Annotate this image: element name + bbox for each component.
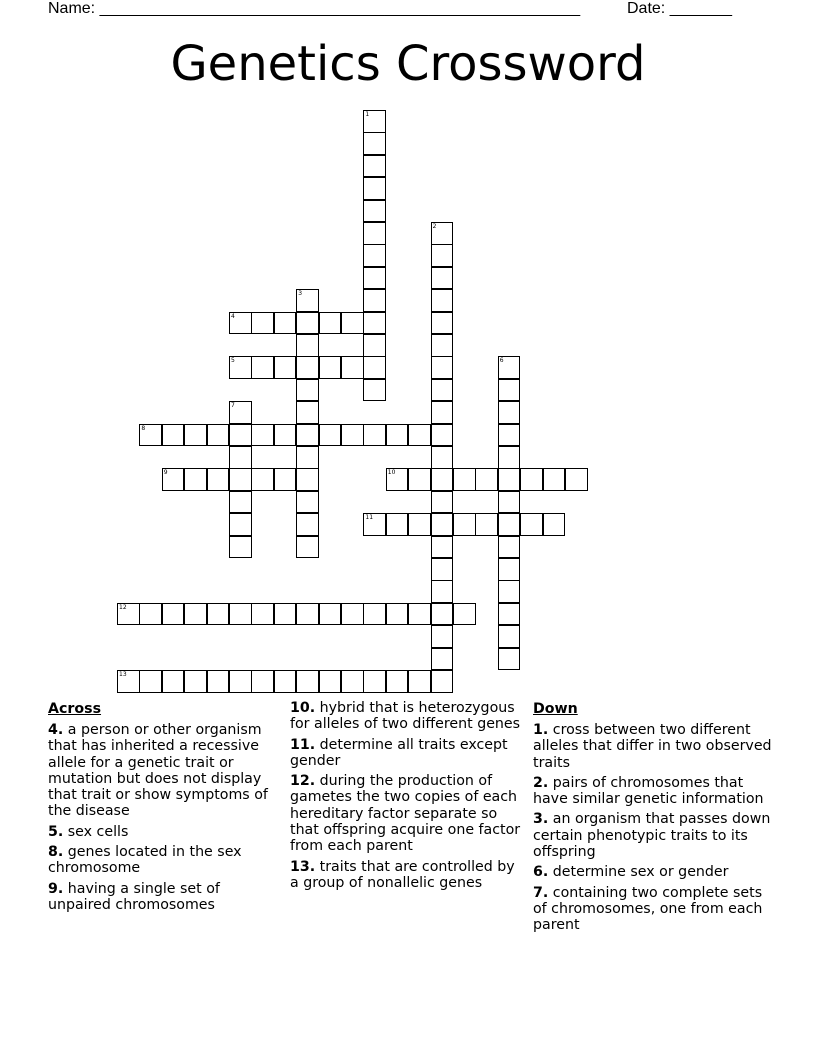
grid-cell[interactable]	[498, 401, 521, 424]
clue-number: 5.	[48, 823, 64, 840]
grid-cell[interactable]	[475, 468, 498, 491]
grid-cell[interactable]	[431, 491, 454, 514]
clue-5-across	[48, 824, 284, 840]
grid-cell[interactable]	[363, 155, 386, 178]
grid-cell[interactable]	[207, 670, 230, 693]
grid-cell[interactable]	[363, 513, 386, 536]
clue-number: 3.	[533, 811, 549, 828]
grid-cell[interactable]	[229, 424, 252, 447]
clue-9-across	[48, 881, 284, 914]
cell-number: 13	[119, 671, 127, 678]
grid-cell[interactable]	[229, 536, 252, 559]
cell-number: 2	[432, 223, 437, 230]
grid-cell[interactable]	[408, 670, 431, 693]
grid-cell[interactable]	[162, 424, 185, 447]
grid-cell[interactable]	[296, 312, 319, 335]
grid-cell[interactable]	[498, 446, 521, 469]
grid-cell[interactable]	[431, 401, 454, 424]
grid-cell[interactable]	[498, 468, 521, 491]
grid-cell[interactable]	[498, 536, 521, 559]
grid-cell[interactable]	[296, 289, 319, 312]
grid-cell[interactable]	[498, 356, 521, 379]
cell-number: 4	[231, 312, 235, 320]
clue-text: an organism that passes down certain phenotypic traits to its offspring	[533, 811, 771, 861]
grid-cell[interactable]	[296, 401, 319, 424]
grid-cell[interactable]	[431, 670, 454, 693]
clue-2-down	[533, 775, 773, 808]
grid-cell[interactable]	[296, 446, 319, 469]
grid-cell[interactable]	[184, 603, 207, 626]
page-title: Genetics Crossword	[170, 36, 646, 92]
grid-cell[interactable]	[296, 356, 319, 379]
clue-text: pairs of chromosomes that have similar genetic information	[533, 774, 764, 808]
grid-cell[interactable]	[363, 267, 386, 290]
grid-cell[interactable]	[363, 132, 386, 155]
clue-text: containing two complete sets of chromosomes, one from each parent	[533, 884, 763, 934]
grid-cell[interactable]	[453, 468, 476, 491]
grid-cell[interactable]	[251, 670, 274, 693]
clue-text: cross between two different alleles that differ in two observed traits	[533, 722, 772, 771]
grid-cell[interactable]	[229, 491, 252, 514]
grid-cell[interactable]	[184, 468, 207, 491]
clue-number: 11.	[290, 736, 316, 753]
grid-cell[interactable]	[498, 580, 521, 603]
grid-cell[interactable]	[431, 267, 454, 290]
grid-cell[interactable]	[431, 424, 454, 447]
grid-cell[interactable]	[431, 222, 454, 245]
grid-cell[interactable]	[296, 670, 319, 693]
grid-cell[interactable]	[184, 670, 207, 693]
down-clues	[533, 700, 773, 938]
clue-4-across	[48, 722, 284, 820]
grid-cell[interactable]	[341, 424, 364, 447]
grid-cell[interactable]	[319, 670, 342, 693]
grid-cell[interactable]	[386, 603, 409, 626]
name-field[interactable]: Name: ______________________________________________________	[48, 0, 581, 17]
grid-cell[interactable]	[341, 312, 364, 335]
grid-cell[interactable]	[363, 177, 386, 200]
clue-number: 2.	[533, 774, 549, 791]
across-clues-continued	[290, 700, 526, 895]
grid-cell[interactable]	[274, 312, 297, 335]
clue-3-down	[533, 811, 773, 860]
grid-cell[interactable]	[363, 222, 386, 245]
grid-cell[interactable]	[565, 468, 588, 491]
grid-cell[interactable]	[162, 468, 185, 491]
grid-cell[interactable]	[363, 289, 386, 312]
grid-cell[interactable]	[251, 356, 274, 379]
grid-cell[interactable]	[296, 334, 319, 357]
cell-number: 12	[119, 603, 127, 611]
grid-cell[interactable]	[498, 648, 521, 671]
grid-cell[interactable]	[431, 468, 454, 491]
grid-cell[interactable]	[431, 648, 454, 671]
cell-number: 8	[141, 424, 146, 432]
grid-cell[interactable]	[274, 603, 297, 626]
clue-text: during the production of gametes the two copies of each hereditary factor separate so that offspring acquire one factor from each parent	[290, 773, 521, 855]
grid-cell[interactable]	[296, 513, 319, 536]
grid-cell[interactable]	[363, 379, 386, 402]
grid-cell[interactable]	[319, 356, 342, 379]
grid-cell[interactable]	[431, 356, 454, 379]
clue-8-across	[48, 844, 284, 877]
grid-cell[interactable]	[386, 670, 409, 693]
grid-cell[interactable]	[139, 670, 162, 693]
grid-cell[interactable]	[498, 513, 521, 536]
grid-cell[interactable]	[319, 424, 342, 447]
grid-cell[interactable]	[363, 244, 386, 267]
grid-cell[interactable]	[431, 603, 454, 626]
clue-number: 1.	[533, 722, 549, 738]
grid-cell[interactable]	[207, 603, 230, 626]
grid-cell[interactable]	[229, 312, 252, 335]
grid-cell[interactable]	[498, 491, 521, 514]
grid-cell[interactable]	[453, 513, 476, 536]
grid-cell[interactable]	[117, 670, 140, 693]
cell-number: 1	[365, 111, 370, 118]
grid-cell[interactable]	[296, 536, 319, 559]
grid-cell[interactable]	[229, 356, 252, 379]
cell-number: 3	[298, 290, 303, 298]
grid-cell[interactable]	[431, 312, 454, 335]
grid-cell[interactable]	[431, 580, 454, 603]
clue-text: traits that are controlled by a group of nonallelic genes	[290, 858, 515, 891]
clue-number: 6.	[533, 864, 549, 881]
grid-cell[interactable]	[319, 603, 342, 626]
cell-number: 5	[231, 357, 235, 365]
grid-cell[interactable]	[296, 424, 319, 447]
grid-cell[interactable]	[229, 468, 252, 491]
grid-cell[interactable]	[431, 446, 454, 469]
grid-cell[interactable]	[251, 424, 274, 447]
clue-11-across	[290, 737, 526, 770]
cell-number: 9	[163, 469, 168, 477]
grid-cell[interactable]	[274, 424, 297, 447]
grid-cell[interactable]	[363, 670, 386, 693]
grid-cell[interactable]	[543, 513, 566, 536]
grid-cell[interactable]	[453, 603, 476, 626]
grid-cell[interactable]	[162, 603, 185, 626]
clue-text: hybrid that is heterozygous for alleles of two different genes	[290, 700, 521, 733]
grid-cell[interactable]	[296, 491, 319, 514]
grid-cell[interactable]	[386, 468, 409, 491]
across-clues	[48, 700, 284, 917]
grid-cell[interactable]	[363, 603, 386, 626]
grid-cell[interactable]	[431, 513, 454, 536]
grid-cell[interactable]	[274, 468, 297, 491]
grid-cell[interactable]	[229, 670, 252, 693]
grid-cell[interactable]	[386, 424, 409, 447]
across-heading: Across	[48, 701, 102, 717]
grid-cell[interactable]	[251, 468, 274, 491]
cell-number: 11	[365, 514, 374, 522]
grid-cell[interactable]	[363, 424, 386, 447]
grid-cell[interactable]	[296, 379, 319, 402]
grid-cell[interactable]	[543, 468, 566, 491]
grid-cell[interactable]	[408, 468, 431, 491]
clue-number: 4.	[48, 722, 64, 738]
clue-10-across	[290, 700, 526, 733]
grid-cell[interactable]	[498, 558, 521, 581]
clue-number: 13.	[290, 858, 316, 875]
clue-text: determine sex or gender	[552, 864, 729, 881]
grid-cell[interactable]	[431, 558, 454, 581]
clue-number: 8.	[48, 844, 64, 861]
clue-text: genes located in the sex chromosome	[48, 844, 242, 877]
grid-cell[interactable]	[296, 468, 319, 491]
grid-cell[interactable]	[363, 356, 386, 379]
grid-cell[interactable]	[117, 603, 140, 626]
grid-cell[interactable]	[363, 312, 386, 335]
grid-cell[interactable]	[431, 334, 454, 357]
grid-cell[interactable]	[498, 603, 521, 626]
grid-cell[interactable]	[274, 356, 297, 379]
grid-cell[interactable]	[296, 603, 319, 626]
clue-text: determine all traits except gender	[290, 736, 508, 769]
cell-number: 6	[499, 357, 504, 365]
grid-cell[interactable]	[229, 513, 252, 536]
grid-cell[interactable]	[251, 312, 274, 335]
clue-1-down	[533, 722, 773, 771]
down-heading: Down	[533, 701, 578, 717]
grid-cell[interactable]	[229, 401, 252, 424]
grid-cell[interactable]	[184, 424, 207, 447]
clue-number: 7.	[533, 884, 549, 901]
grid-cell[interactable]	[251, 603, 274, 626]
clue-6-down	[533, 864, 773, 880]
cell-number: 7	[231, 402, 235, 410]
grid-cell[interactable]	[207, 468, 230, 491]
grid-cell[interactable]	[139, 603, 162, 626]
grid-cell[interactable]	[408, 603, 431, 626]
grid-cell[interactable]	[274, 670, 297, 693]
grid-cell[interactable]	[498, 424, 521, 447]
clue-12-across	[290, 773, 526, 854]
grid-cell[interactable]	[431, 244, 454, 267]
clue-number: 9.	[48, 880, 64, 897]
grid-cell[interactable]	[498, 379, 521, 402]
clue-text: sex cells	[67, 823, 129, 840]
grid-cell[interactable]	[363, 110, 386, 133]
grid-cell[interactable]	[341, 603, 364, 626]
clue-number: 10.	[290, 700, 316, 716]
grid-cell[interactable]	[431, 536, 454, 559]
grid-cell[interactable]	[475, 513, 498, 536]
grid-cell[interactable]	[408, 424, 431, 447]
grid-cell[interactable]	[431, 625, 454, 648]
grid-cell[interactable]	[520, 468, 543, 491]
grid-cell[interactable]	[408, 513, 431, 536]
grid-cell[interactable]	[341, 356, 364, 379]
clue-13-across	[290, 859, 526, 892]
grid-cell[interactable]	[498, 625, 521, 648]
clue-7-down	[533, 885, 773, 934]
grid-cell[interactable]	[386, 513, 409, 536]
grid-cell[interactable]	[229, 603, 252, 626]
grid-cell[interactable]	[363, 200, 386, 223]
clue-text: a person or other organism that has inherited a recessive allele for a genetic trait or mutation but does not display that trait or show symptoms of the disease	[48, 722, 268, 820]
date-field[interactable]: Date: _______	[627, 0, 732, 17]
grid-cell[interactable]	[319, 312, 342, 335]
grid-cell[interactable]	[363, 334, 386, 357]
grid-cell[interactable]	[229, 446, 252, 469]
grid-cell[interactable]	[520, 513, 543, 536]
clue-number: 12.	[290, 773, 316, 790]
cell-number: 10	[387, 469, 396, 477]
grid-cell[interactable]	[431, 379, 454, 402]
grid-cell[interactable]	[207, 424, 230, 447]
grid-cell[interactable]	[341, 670, 364, 693]
clue-text: having a single set of unpaired chromosomes	[48, 880, 220, 913]
grid-cell[interactable]	[431, 289, 454, 312]
grid-cell[interactable]	[162, 670, 185, 693]
grid-cell[interactable]	[139, 424, 162, 447]
